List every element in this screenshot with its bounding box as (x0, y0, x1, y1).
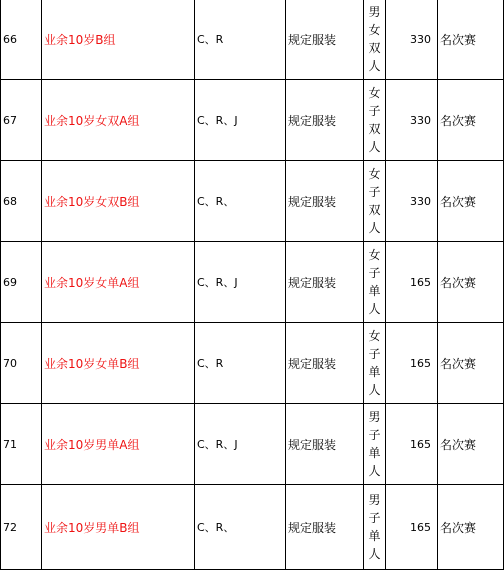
entry-type: 男子单人 (368, 493, 381, 561)
event-name: 业余10岁女双B组 (42, 161, 195, 242)
table-row (1, 485, 504, 570)
table-row (1, 404, 504, 485)
entry-fee: 330 (386, 0, 438, 80)
dance-codes: C、R (195, 323, 286, 404)
competition-format: 名次赛 (438, 161, 504, 242)
dress-requirement: 规定服装 (286, 161, 364, 242)
competition-format: 名次赛 (438, 0, 504, 80)
competition-format: 名次赛 (438, 404, 504, 485)
event-number: 68 (1, 161, 42, 242)
entry-type: 男子单人 (368, 410, 381, 478)
dress-requirement: 规定服装 (286, 80, 364, 161)
dance-codes: C、R、J (195, 80, 286, 161)
dress-requirement: 规定服装 (286, 242, 364, 323)
entry-fee: 330 (386, 161, 438, 242)
event-number: 70 (1, 323, 42, 404)
competition-format: 名次赛 (438, 80, 504, 161)
dance-codes: C、R、J (195, 242, 286, 323)
event-name: 业余10岁女单A组 (42, 242, 195, 323)
event-name: 业余10岁男单B组 (42, 485, 195, 570)
event-number: 72 (1, 485, 42, 570)
event-name: 业余10岁女双A组 (42, 80, 195, 161)
event-name: 业余10岁B组 (42, 0, 195, 80)
entry-type-cell (364, 323, 386, 404)
event-number: 66 (1, 0, 42, 80)
event-name: 业余10岁女单B组 (42, 323, 195, 404)
entry-type: 女子单人 (368, 329, 381, 397)
entry-type: 女子双人 (368, 86, 381, 154)
entry-fee: 165 (386, 404, 438, 485)
dance-codes: C、R (195, 0, 286, 80)
entry-type: 女子单人 (368, 248, 381, 316)
entry-type-cell (364, 485, 386, 570)
entry-type-cell (364, 0, 386, 80)
entry-type-cell (364, 161, 386, 242)
entry-type-cell (364, 242, 386, 323)
entry-type-cell (364, 404, 386, 485)
table-row (1, 161, 504, 242)
entry-fee: 330 (386, 80, 438, 161)
dance-codes: C、R、 (195, 485, 286, 570)
competition-format: 名次赛 (438, 323, 504, 404)
entry-fee: 165 (386, 242, 438, 323)
entry-type: 女子双人 (368, 167, 381, 235)
event-number: 71 (1, 404, 42, 485)
competition-format: 名次赛 (438, 485, 504, 570)
event-name: 业余10岁男单A组 (42, 404, 195, 485)
table-row (1, 323, 504, 404)
entry-fee: 165 (386, 485, 438, 570)
competition-format: 名次赛 (438, 242, 504, 323)
event-number: 67 (1, 80, 42, 161)
dress-requirement: 规定服装 (286, 485, 364, 570)
table-row (1, 80, 504, 161)
dance-codes: C、R、 (195, 161, 286, 242)
event-number: 69 (1, 242, 42, 323)
dress-requirement: 规定服装 (286, 404, 364, 485)
dress-requirement: 规定服装 (286, 0, 364, 80)
entry-type: 男女双人 (368, 5, 381, 73)
dance-codes: C、R、J (195, 404, 286, 485)
table-row (1, 242, 504, 323)
table-row (1, 0, 504, 80)
entry-type-cell (364, 80, 386, 161)
dress-requirement: 规定服装 (286, 323, 364, 404)
entry-fee: 165 (386, 323, 438, 404)
